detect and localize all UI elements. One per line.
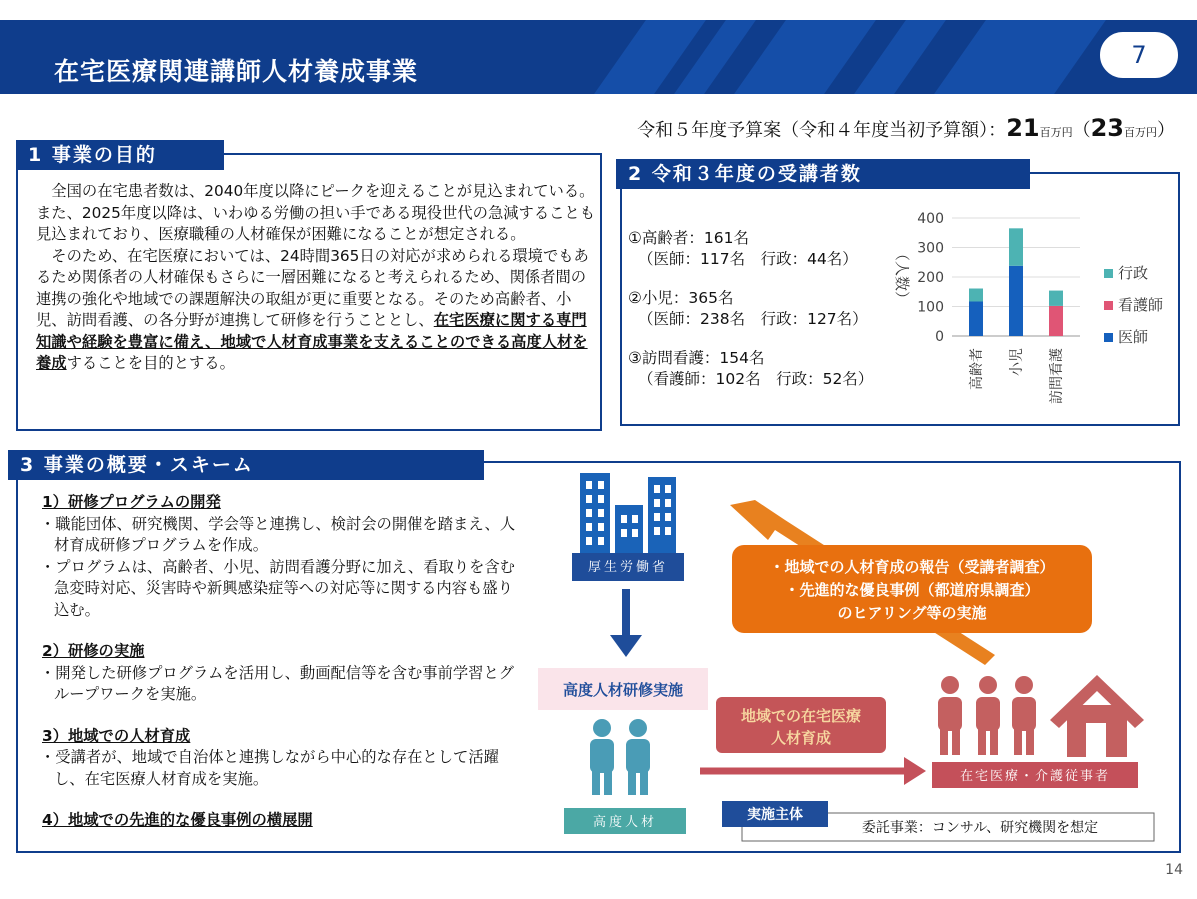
item-main: ①高齢者：161名 [628,229,749,247]
chart-bar-医師 [969,301,983,336]
advanced-label: 高度人材 [592,815,658,830]
chart-y-tick: 100 [917,299,944,316]
section1-p2-text: そのため、在宅医療においては、24時間365日の対応が求められる環境でもあるため関係者の人材確保もさらに一層困難になると考えられるため、関係者間の連携の強化や地域での課題解決の取組が更に重要となる。そのため高齢者、小児、訪問看護、の各分野が連携して研修を行うこととし、 [36,246,589,329]
chart-bar-医師 [1009,266,1023,336]
item-sub: （医師：238名 行政：127名） [638,310,868,328]
page-badge: 7 [1098,30,1180,80]
training-label: 高度人材研修実施 [562,681,684,699]
legend-swatch [1104,333,1113,342]
attendee-chart [880,200,1180,422]
report-line-1: ・地域での人材育成の報告（受講者調査） [769,558,1055,576]
budget-unit: 百万円 [1039,126,1073,139]
chart-categories [968,348,1065,404]
chart-legend [1104,264,1163,346]
footer-page-number: 14 [1165,862,1183,878]
chart-y-tick: 200 [917,270,944,286]
regional-label-2: 人材育成 [770,729,832,747]
section1-paragraph-1: 全国の在宅患者数は、2040年度以降にピークを迎えることが見込まれている。また、2025年度以降は、いわゆる労働の担い手である現役世代の急減することも見込まれており、医療職種の人材確保が困難になることが想定される。 [36,182,596,243]
chart-category-label: 小児 [1009,348,1025,376]
chart-y-tick: 300 [917,240,944,257]
item-main: ②小児：365名 [628,289,734,307]
chart-y-tick: 0 [935,329,944,345]
header-bar [0,20,1197,94]
chart-bars [969,228,1063,336]
item-sub: （看護師：102名 行政：52名） [638,370,874,388]
list-item [628,228,873,270]
budget-prev-close: ） [1157,120,1175,141]
legend-label: 医師 [1118,328,1149,346]
section3-bullet: ・受講者が、地域で自治体と連携しながら中心的な存在として活躍し、在宅医療人材育成を実施。 [40,748,499,788]
entity-label: 実施主体 [747,807,803,823]
section3-bullet: ・職能団体、研究機関、学会等と連携し、検討会の開催を踏まえ、人材育成研修プログラムを作成。 [40,514,516,554]
section3-subheading-2: 2）研修の実施 [42,642,145,660]
item-main: ③訪問看護：154名 [628,349,765,367]
chart-category-label: 高齢者 [969,348,985,390]
section1-paragraph-2 [36,246,596,375]
budget-prev-open: （ [1072,120,1091,141]
legend-label: 看護師 [1118,296,1164,314]
list-item [628,348,873,390]
chart-bar-行政 [1049,291,1063,306]
scheme-diagram [530,465,1170,845]
people-icon [590,719,650,795]
section3-heading: 3 事業の概要・スキーム [8,450,484,480]
budget-amount: 21 [1006,114,1040,142]
chart-category-label: 訪問看護 [1049,348,1065,404]
section1-p2-emphasis: 在宅医療に関する専門知識や経験を豊富に備え、地域で人材育成事業を支えることのできる高度人材を養成 [36,311,588,372]
section3-subheading-3: 3）地域での人材育成 [42,726,191,745]
section3-subheading-1: 1）研修プログラムの開発 [42,493,221,511]
budget-prefix: 令和５年度予算案（令和４年度当初予算額）： [637,120,1007,141]
workers-label: 在宅医療・介護従事者 [959,769,1111,784]
report-line-3: のヒアリング等の実施 [837,604,987,622]
section3-bullet: ・プログラムは、高齢者、小児、訪問看護分野に加え、看取りを含む急変時対応、災害時や新興感染症等への対応等に関する内容も盛り込む。 [40,557,515,619]
legend-label: 行政 [1118,264,1149,282]
entity-value: 委託事業：コンサル、研究機関を想定 [861,820,1099,836]
list-item [628,288,873,330]
house-icon [1050,675,1144,757]
section3-body [36,492,526,832]
regional-label-1: 地域での在宅医療 [740,707,862,725]
legend-swatch [1104,301,1113,310]
chart-bar-看護師 [1049,306,1063,336]
budget-prev-amount: 23 [1090,114,1124,142]
page-title: 在宅医療関連講師人材養成事業 [54,57,419,86]
chart-y-tick: 400 [917,211,944,227]
section3-subheading-4: 4）地域での先進的な優良事例の横展開 [42,811,313,829]
section2-list [628,228,873,408]
budget-prev-unit: 百万円 [1124,126,1157,139]
chart-bar-行政 [1009,228,1023,265]
chart-y-label: （人数） [893,245,911,307]
section1-heading: 1 事業の目的 [16,140,224,170]
building-icon [580,473,676,561]
section3-bullet: ・開発した研修プログラムを活用し、動画配信等を含む事前学習とグループワークを実施。 [40,663,515,703]
section1-p2-ending: することを目的とする。 [66,354,235,372]
chart-bar-行政 [969,289,983,302]
ministry-label: 厚生労働省 [587,560,669,575]
budget-line [637,114,1175,142]
item-sub: （医師：117名 行政：44名） [638,250,858,268]
workers-icon [938,676,1036,755]
section2-heading: 2 令和３年度の受講者数 [616,159,1030,189]
report-line-2: ・先進的な優良事例（都道府県調査） [784,581,1040,599]
legend-swatch [1104,269,1113,278]
section1-body [36,181,596,375]
